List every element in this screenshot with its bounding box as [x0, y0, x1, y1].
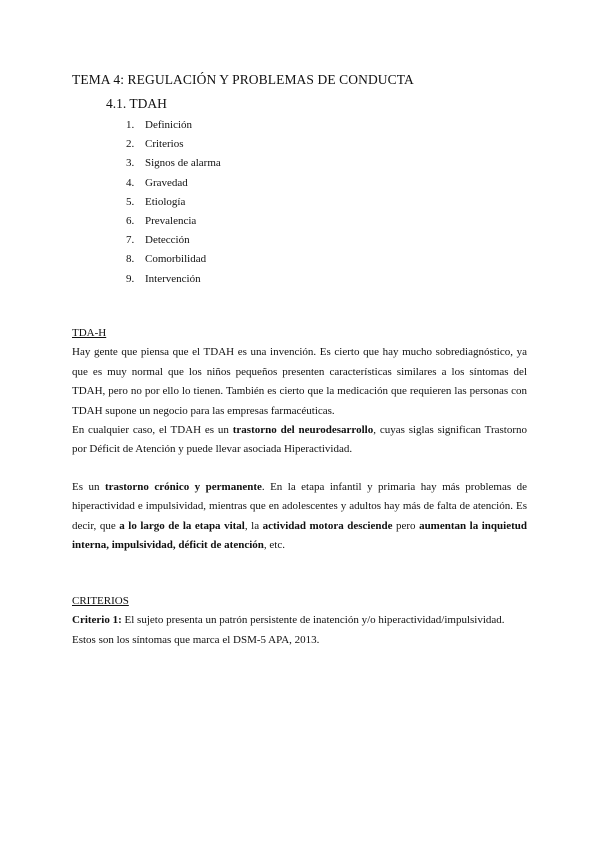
text-run: En cualquier caso, el TDAH es un	[72, 424, 233, 437]
list-item-label: Signos de alarma	[145, 157, 221, 170]
tdah-paragraph-1: Hay gente que piensa que el TDAH es una invención. Es cierto que hay mucho sobrediagnóstico, ya que es muy normal que los niños pequeños presenten características similares a los síntomas del TDAH, pero no por ello lo tienen. También es cierto que la medicación que requieren las personas con TDAH supone un negocio para las empresas farmacéuticas.	[72, 346, 527, 417]
list-item-number: 2.	[126, 138, 135, 151]
list-item	[126, 154, 221, 173]
list-item-number: 9.	[126, 272, 135, 285]
list-item-number: 3.	[126, 157, 135, 170]
document-title: TEMA 4: REGULACIÓN Y PROBLEMAS DE CONDUCTA	[72, 72, 414, 87]
bold-text: trastorno crónico y permanente	[104, 481, 262, 493]
bold-text: Criterio 1:	[72, 614, 122, 627]
list-item	[126, 116, 221, 135]
list-item-label: Criterios	[145, 138, 184, 151]
list-item	[126, 250, 221, 269]
list-item-number: 5.	[126, 195, 135, 208]
criterio-1-paragraph	[72, 611, 527, 630]
list-item	[126, 231, 221, 250]
list-item-label: Definición	[145, 119, 193, 131]
tdah-section-continued	[72, 478, 527, 556]
list-item-number: 6.	[126, 214, 135, 227]
tdah-paragraph-2	[72, 421, 527, 460]
bold-text: trastorno del neurodesarrollo	[232, 424, 374, 437]
text-run: Es un	[72, 481, 105, 493]
text-run: , la	[244, 519, 263, 532]
list-item-number: 7.	[126, 234, 135, 247]
list-item-number: 4.	[126, 176, 135, 189]
bold-text: actividad motora desciende	[262, 519, 393, 532]
text-run: , cuyas siglas significan Trastorno por Déficit de Atención y puede llevar asociada Hiperactividad.	[72, 424, 527, 456]
list-item	[126, 212, 221, 231]
text-run: El sujeto presenta un patrón persistente de inatención y/o hiperactividad/impulsividad.	[121, 614, 505, 627]
bold-text: aumentan la inquietud interna, impulsividad, déficit de atención	[72, 519, 527, 552]
list-item	[126, 135, 221, 154]
tdah-section	[72, 324, 527, 460]
list-item-label: Prevalencia	[145, 214, 197, 227]
list-item-label: Detección	[145, 234, 190, 247]
topic-list	[126, 116, 221, 289]
list-item-label: Comorbilidad	[145, 253, 207, 266]
criterios-heading: CRITERIOS	[72, 595, 129, 607]
text-run: . En la etapa infantil y primaria hay más problemas de hiperactividad e impulsividad, mientras que en adolescentes y adultos hay más de falta de atención. Es decir, que	[72, 481, 527, 532]
list-item	[126, 193, 221, 212]
list-item-label: Intervención	[145, 272, 201, 285]
text-run: , etc.	[263, 539, 285, 552]
list-item-number: 8.	[126, 253, 135, 266]
criterio-1-note: Estos son los síntomas que marca el DSM-5 APA, 2013.	[72, 633, 320, 646]
tdah-paragraph-3	[72, 478, 527, 556]
bold-text: a lo largo de la etapa vital	[119, 519, 245, 532]
list-item	[126, 174, 221, 193]
list-item	[126, 270, 221, 289]
section-subtitle: 4.1. TDAH	[106, 96, 167, 111]
criterios-section	[72, 592, 527, 650]
list-item-number: 1.	[126, 119, 135, 131]
tdah-heading: TDA-H	[72, 327, 107, 339]
text-run: pero	[392, 519, 420, 532]
list-item-label: Etiología	[145, 195, 186, 208]
list-item-label: Gravedad	[145, 176, 188, 189]
